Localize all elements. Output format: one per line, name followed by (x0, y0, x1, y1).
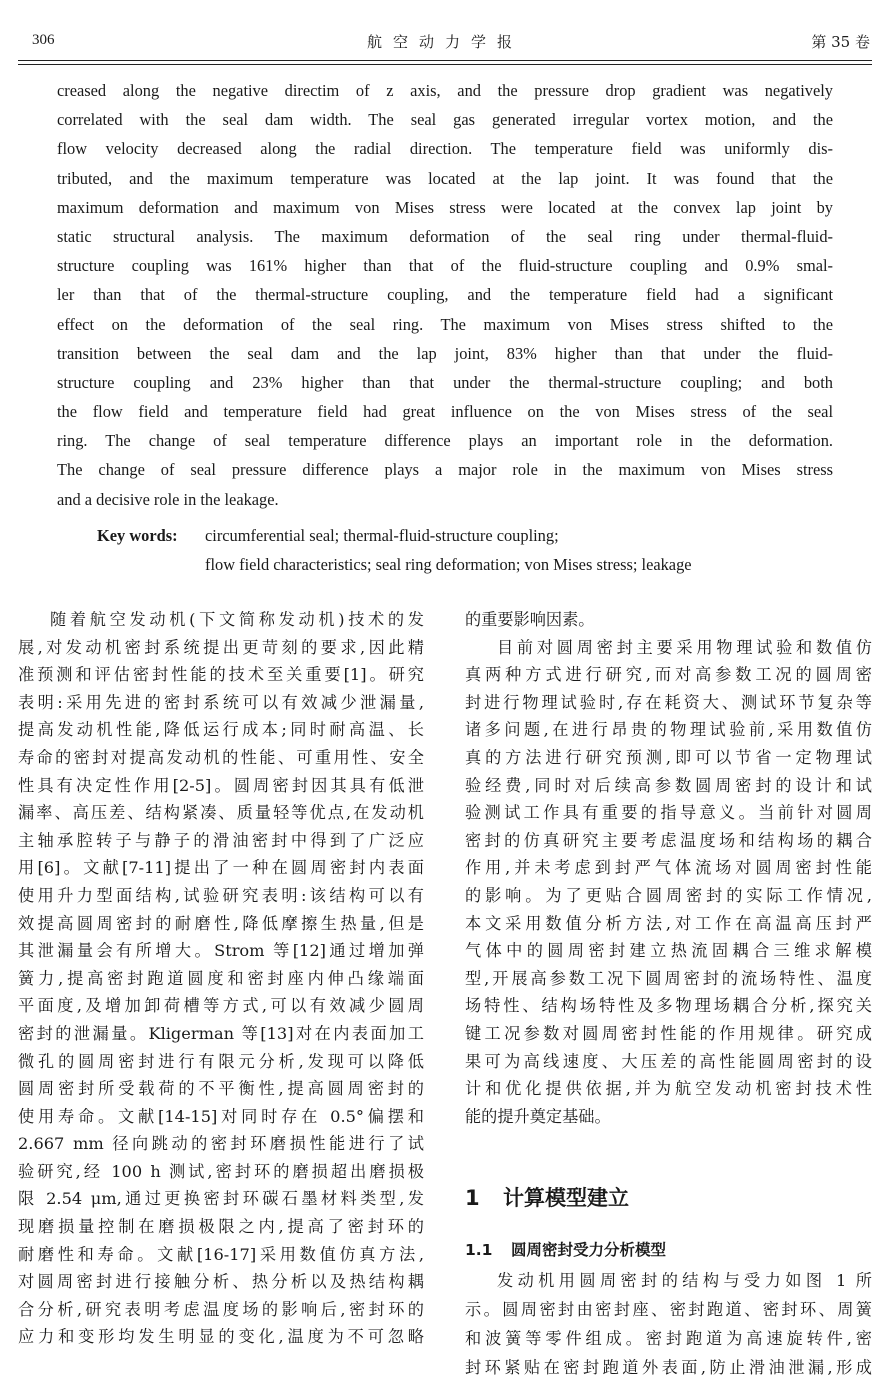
abstract-line: flow velocity decreased along the radial direction. The temperature field was uniformly dis- (57, 139, 833, 159)
body-line: 封进行物理试验时,存在耗资大、测试环节复杂等 (465, 692, 872, 712)
body-line: 合分析,研究表明考虑温度场的影响后,密封环的 (18, 1299, 424, 1319)
keywords (97, 521, 837, 579)
body-line: 计和优化提供依据,并为航空发动机密封技术性 (465, 1079, 872, 1099)
abstract-line: creased along the negative directim of z axis, and the pressure drop gradient was negatively (57, 81, 833, 100)
subsection-heading (465, 1238, 872, 1260)
body-line: 使用升力型面结构,试验研究表明:该结构可以有 (18, 885, 424, 905)
keywords-line: circumferential seal; thermal-fluid-structure coupling; (205, 526, 559, 545)
body-line: 限 2.54 μm,通过更换密封环碳石墨材料类型,发 (18, 1189, 424, 1209)
abstract-line: the flow field and temperature field had great influence on the von Mises stress of the seal (57, 402, 833, 422)
body-line: 作用,并未考虑到封严气体流场对圆周密封性能 (465, 858, 872, 878)
abstract-line: transition between the seal dam and the lap joint, 83% higher than that under the fluid- (57, 343, 833, 363)
body-line: 表明:采用先进的密封系统可以有效减少泄漏量, (18, 692, 424, 712)
header-rule-thin (18, 64, 872, 65)
body-line: 平面度,及增加卸荷槽等方式,可以有效减少圆周 (18, 996, 424, 1016)
body-line: 提高发动机性能,降低运行成本;同时耐高温、长 (18, 720, 424, 740)
body-line: 和波簧等零件组成。密封跑道为高速旋转件,密 (465, 1329, 872, 1348)
keywords-line: flow field characteristics; seal ring deformation; von Mises stress; leakage (205, 555, 692, 574)
abstract-line: ring. The change of seal temperature difference plays an important role in the deformation. (57, 431, 833, 451)
body-line: 封环紧贴在密封跑道外表面,防止滑油泄漏,形成 (465, 1358, 872, 1377)
body-left-column (18, 606, 424, 1351)
abstract-line: ler than that of the thermal-structure coupling, and the temperature field had a significant (57, 285, 833, 305)
body-line: 发动机用圆周密封的结构与受力如图 1 所 (497, 1271, 872, 1290)
body-line: 准预测和评估密封性能的技术至关重要[1]。研究 (18, 665, 424, 685)
body-line: 主轴承腔转子与静子的滑油密封中得到了广泛应 (18, 830, 424, 850)
body-line: 效提高圆周密封的耐磨性,降低摩擦生热量,但是 (18, 913, 424, 933)
body-right-column-lower (465, 1266, 872, 1382)
body-line: 验经费,同时对后续高参数圆周密封的设计和试 (465, 775, 872, 795)
body-line: 展,对发动机密封系统提出更苛刻的要求,因此精 (18, 637, 424, 657)
section-title: 计算模型建立 (503, 1186, 629, 1210)
body-line: 气体中的圆周密封建立热流固耦合三维求解模 (465, 941, 872, 961)
body-line: 圆周密封所受载荷的不平衡性,提高圆周密封的 (18, 1079, 424, 1099)
body-line: 随着航空发动机(下文简称发动机)技术的发 (50, 610, 424, 629)
body-line: 性具有决定性作用[2-5]。圆周密封因其具有低泄 (18, 775, 424, 795)
body-line: 寿命的密封对提高发动机的性能、可重用性、安全 (18, 747, 424, 767)
body-line: 验测试工作具有重要的指导意义。当前针对圆周 (465, 803, 872, 823)
body-line: 密封的泄漏量。Kligerman 等[13]对在内表面加工 (18, 1023, 424, 1043)
subsection-number: 1.1 (465, 1241, 493, 1259)
body-line: 应力和变形均发生明显的变化,温度为不可忽略 (18, 1327, 424, 1347)
body-right-column (465, 606, 872, 1130)
abstract-line: and a decisive role in the leakage. (57, 489, 279, 509)
body-line: 真两种方式进行研究,而对高参数工况的圆周密 (465, 665, 872, 685)
abstract-line: structure coupling was 161% higher than that of the fluid-structure coupling and 0.9% smal- (57, 256, 833, 276)
body-line: 型,开展高参数工况下圆周密封的流场特性、温度 (465, 968, 872, 988)
body-line: 的影响。为了更贴合圆周密封的实际工作情况, (465, 885, 872, 905)
abstract-line: maximum deformation and maximum von Mises stress were located at the convex lap joint by (57, 197, 833, 217)
body-line: 其泄漏量会有所增大。Strom 等[12]通过增加弹 (18, 941, 424, 961)
body-line: 使用寿命。文献[14-15]对同时存在 0.5°偏摆和 (18, 1106, 424, 1126)
abstract-line: correlated with the seal dam width. The seal gas generated irregular vortex motion, and the (57, 110, 833, 130)
body-line: 目前对圆周密封主要采用物理试验和数值仿 (497, 637, 872, 657)
body-line: 场特性、结构场特性及多物理场耦合分析,探究关 (465, 996, 872, 1016)
body-line: 真的方法进行研究预测,即可以节省一定物理试 (465, 747, 872, 767)
subsection-title: 圆周密封受力分析模型 (511, 1241, 667, 1259)
body-line: 验研究,经 100 h 测试,密封环的磨损超出磨损极 (18, 1161, 424, 1181)
section-heading (465, 1182, 872, 1212)
abstract-line: static structural analysis. The maximum deformation of the seal ring under thermal-fluid- (57, 226, 833, 246)
abstract (57, 76, 833, 514)
body-line: 键工况参数对圆周密封性能的作用规律。研究成 (465, 1023, 872, 1043)
keywords-label: Key words: (97, 526, 178, 545)
body-line: 的重要影响因素。 (465, 610, 595, 629)
body-line: 诸多问题,在进行昂贵的物理试验前,采用数值仿 (465, 720, 872, 740)
page-number: 306 (32, 32, 55, 48)
body-line: 密封的仿真研究主要考虑温度场和结构场的耦合 (465, 830, 872, 850)
body-line: 耐磨性和寿命。文献[16-17]采用数值仿真方法, (18, 1244, 424, 1264)
body-line: 2.667 mm 径向跳动的密封环磨损性能进行了试 (18, 1134, 424, 1154)
body-line: 现磨损量控制在磨损极限之内,提高了密封环的 (18, 1217, 424, 1237)
section-number: 1 (465, 1186, 480, 1210)
abstract-line: The change of seal pressure difference plays a major role in the maximum von Mises stress (57, 460, 833, 480)
body-line: 本文采用数值分析方法,对工作在高温高压封严 (465, 913, 872, 933)
abstract-line: structure coupling and 23% higher than that under the thermal-structure coupling; and both (57, 372, 833, 392)
journal-title: 航空动力学报 (366, 33, 523, 51)
body-line: 微孔的圆周密封进行有限元分析,发现可以降低 (18, 1051, 424, 1071)
volume-label: 第 35 卷 (811, 33, 870, 51)
body-line: 能的提升奠定基础。 (465, 1106, 611, 1126)
body-line: 簧力,提高密封跑道圆度和密封座内伸凸缘端面 (18, 968, 424, 988)
page-header (18, 26, 872, 58)
body-line: 示。圆周密封由密封座、密封跑道、密封环、周簧 (465, 1300, 872, 1319)
body-line: 果可为高线速度、大压差的高性能圆周密封的设 (465, 1051, 872, 1071)
body-line: 漏率、高压差、结构紧凑、质量轻等优点,在发动机 (18, 803, 424, 823)
abstract-line: tributed, and the maximum temperature was located at the lap joint. It was found that the (57, 168, 833, 188)
abstract-line: effect on the deformation of the seal ring. The maximum von Mises stress shifted to the (57, 314, 833, 334)
body-line: 对圆周密封进行接触分析、热分析以及热结构耦 (18, 1272, 424, 1292)
body-line: 用[6]。文献[7-11]提出了一种在圆周密封内表面 (18, 858, 424, 878)
header-rule-thick (18, 60, 872, 61)
